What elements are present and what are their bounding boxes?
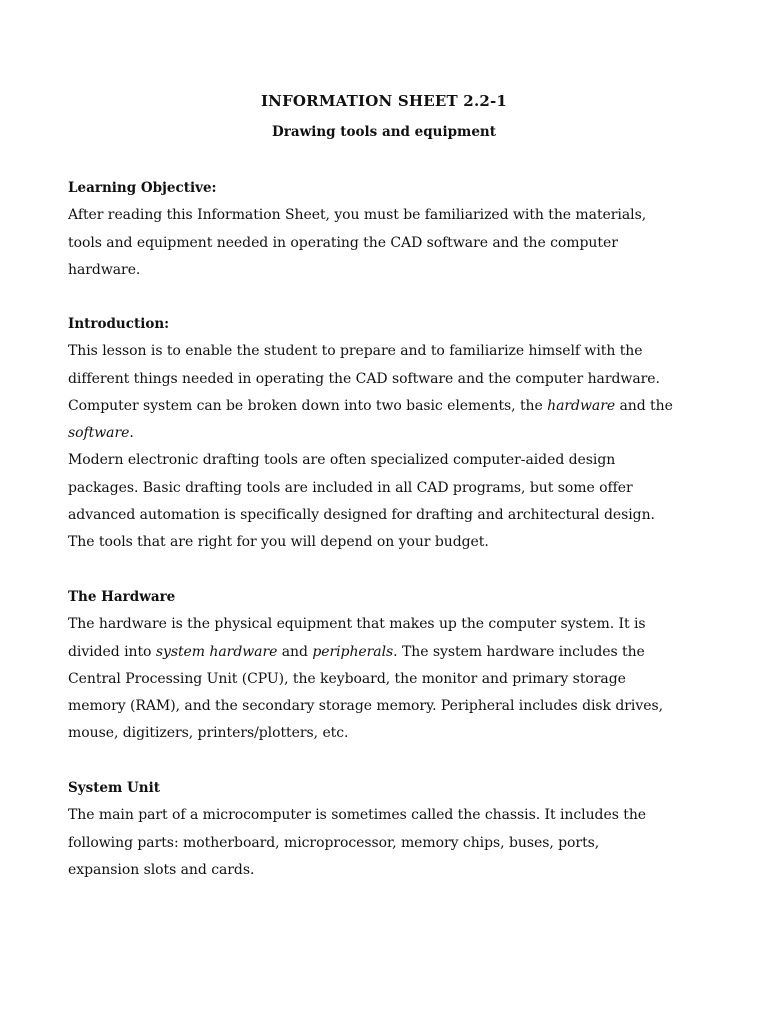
paragraph-line: After reading this Information Sheet, you must be familiarized with the materials,: [68, 207, 647, 224]
paragraph-line: expansion slots and cards.: [68, 861, 255, 878]
hardware-heading: The Hardware: [68, 589, 176, 605]
text-run: and the: [615, 397, 673, 414]
document-title: INFORMATION SHEET 2.2-1: [260, 92, 508, 110]
italic-term: software: [68, 425, 130, 442]
paragraph-line: mouse, digitizers, printers/plotters, etc.: [68, 725, 349, 742]
paragraph-line: The main part of a microcomputer is sometimes called the chassis. It includes the: [68, 807, 647, 824]
paragraph-line: The hardware is the physical equipment that makes up the computer system. It is: [68, 616, 646, 633]
system-unit-heading: System Unit: [68, 780, 160, 796]
italic-term: hardware: [547, 397, 616, 414]
paragraph-line: [68, 639, 718, 666]
learning-objective-section: [68, 175, 718, 284]
paragraph-line: This lesson is to enable the student to prepare and to familiarize himself with the: [68, 343, 643, 360]
paragraph-line: advanced automation is specifically designed for drafting and architectural design.: [68, 507, 655, 524]
text-run: Computer system can be broken down into two basic elements, the: [68, 397, 548, 414]
paragraph-line: [68, 393, 718, 420]
paragraph-line: packages. Basic drafting tools are included in all CAD programs, but some offer: [68, 479, 633, 496]
paragraph-line: tools and equipment needed in operating the CAD software and the computer: [68, 234, 618, 251]
text-run: . The system hardware includes the: [393, 643, 645, 660]
text-run: divided into: [68, 643, 156, 660]
document-subtitle: Drawing tools and equipment: [272, 124, 496, 140]
paragraph-line: different things needed in operating the CAD software and the computer hardware.: [68, 370, 660, 387]
introduction-section: [68, 311, 718, 557]
system-unit-section: [68, 775, 718, 884]
introduction-heading: Introduction:: [68, 316, 170, 332]
text-run: .: [129, 425, 134, 442]
paragraph-line: Central Processing Unit (CPU), the keyboard, the monitor and primary storage: [68, 670, 626, 687]
italic-term: peripherals: [312, 643, 394, 660]
text-run: and: [277, 643, 313, 660]
italic-term: system hardware: [155, 643, 278, 660]
paragraph-line: following parts: motherboard, microprocessor, memory chips, buses, ports,: [68, 834, 600, 851]
paragraph-line: memory (RAM), and the secondary storage memory. Peripheral includes disk drives,: [68, 698, 663, 715]
paragraph-line: hardware.: [68, 261, 141, 278]
paragraph-line: The tools that are right for you will depend on your budget.: [68, 534, 489, 551]
hardware-section: [68, 584, 718, 748]
paragraph-line: Modern electronic drafting tools are often specialized computer-aided design: [68, 452, 616, 469]
learning-objective-heading: Learning Objective:: [68, 180, 217, 196]
paragraph-line: [68, 420, 718, 447]
